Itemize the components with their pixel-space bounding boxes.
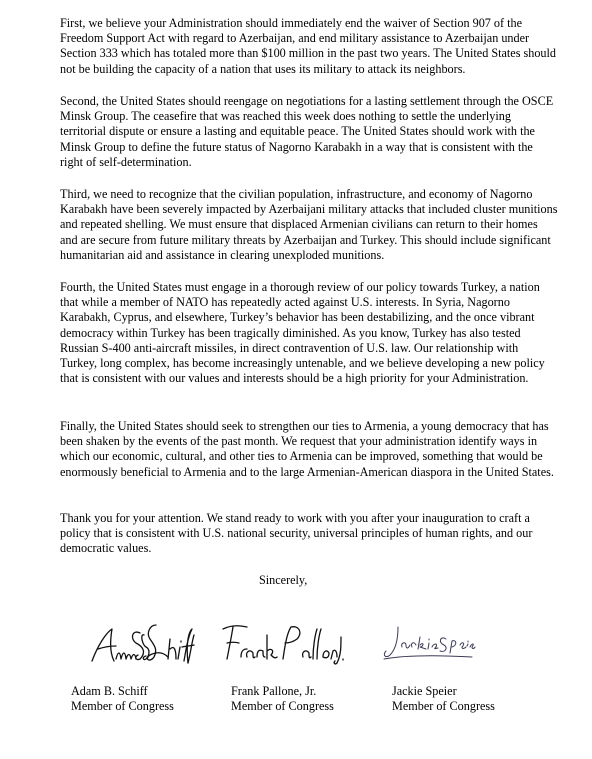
paragraph-thank-you: Thank you for your attention. We stand ready to work with you after your inauguration to craft a policy that is consistent with U.S. national security, universal principles of human rights, and our democratic values. bbox=[60, 511, 533, 556]
signer-name: Jackie Speier bbox=[392, 684, 457, 698]
signer-block-pallone bbox=[231, 684, 334, 714]
signer-block-schiff bbox=[71, 684, 174, 714]
closing-sincerely: Sincerely, bbox=[259, 573, 308, 587]
paragraph-fourth: Fourth, the United States must engage in a thorough review of our policy towards Turkey, a nation that while a member of NATO has repeatedly acted against U.S. interests. In Syria, Nagorno Karabakh, Cyprus, and elsewhere, Turkey’s behavior has been destabilizing, and the once vibrant democracy within Turkey has been tragically diminished. As you know, Turkey has also tested Russian S-400 anti-aircraft missiles, in direct contravention of U.S. law. Our relationship with Turkey, long complex, has become increasingly untenable, and we believe developing a new policy that is consistent with our values and interests should be a high priority for your Administration. bbox=[60, 280, 545, 386]
signature-schiff bbox=[88, 615, 196, 667]
paragraph-finally: Finally, the United States should seek to strengthen our ties to Armenia, a young democracy that has been shaken by the events of the past month. We request that your administration identify ways in which our economic, cultural, and other ties to Armenia can be improved, something that would be enormously beneficial to Armenia and to the large Armenian-American diaspora in the United States. bbox=[60, 419, 554, 479]
signer-title: Member of Congress bbox=[71, 699, 174, 714]
signer-title: Member of Congress bbox=[392, 699, 495, 714]
paragraph-third: Third, we need to recognize that the civilian population, infrastructure, and economy of Nagorno Karabakh have been severely impacted by Azerbaijani military attacks that included cluster munitions and repeated shelling. We must ensure that displaced Armenian civilians can return to their homes and are secure from future military threats by Azerbaijan and Turkey. This should include significant humanitarian aid and assistance in clearing unexploded munitions. bbox=[60, 187, 558, 262]
signature-speier bbox=[376, 615, 476, 667]
signer-name: Adam B. Schiff bbox=[71, 684, 148, 698]
paragraph-second: Second, the United States should reengage on negotiations for a lasting settlement through the OSCE Minsk Group. The ceasefire that was reached this week does nothing to settle the underlying territorial dispute or ensure a lasting and equitable peace. The United States should work with the Minsk Group to define the future status of Nagorno Karabakh in a way that is consistent with the right of self-determination. bbox=[60, 94, 554, 169]
signer-block-speier bbox=[392, 684, 495, 714]
signature-pallone bbox=[217, 615, 351, 667]
signer-title: Member of Congress bbox=[231, 699, 334, 714]
paragraph-first: First, we believe your Administration should immediately end the waiver of Section 907 of the Freedom Support Act with regard to Azerbaijan, and end military assistance to Azerbaijan under Section 333 which has totaled more than $100 million in the past two years. The United States should not be building the capacity of a nation that uses its military to attack its neighbors. bbox=[60, 16, 556, 76]
signer-name: Frank Pallone, Jr. bbox=[231, 684, 317, 698]
